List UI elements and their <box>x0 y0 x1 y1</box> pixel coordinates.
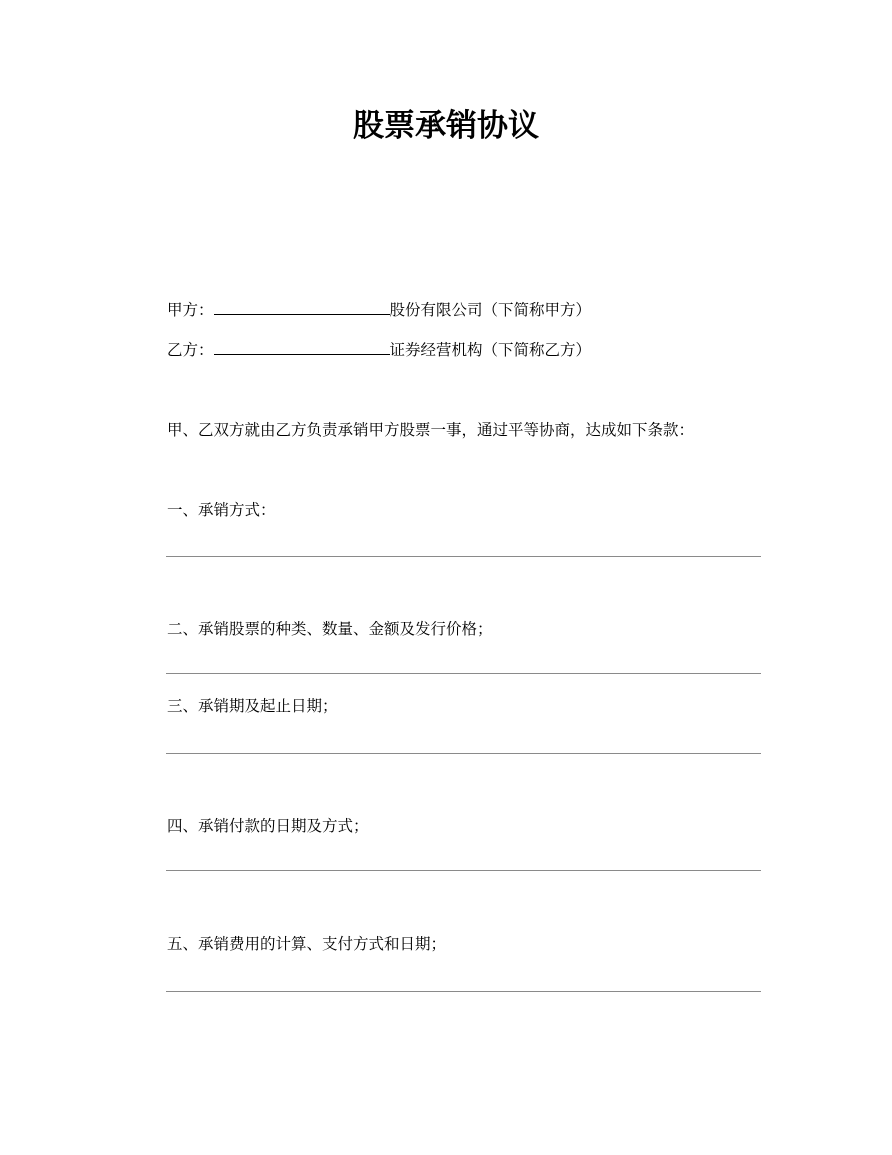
document-title: 股票承销协议 <box>353 108 539 144</box>
clause-4-heading: 四、承销付款的日期及方式； <box>167 817 369 835</box>
party-a-line <box>167 298 591 321</box>
clause-1-heading: 一、承销方式： <box>167 501 276 519</box>
party-a-suffix: 股份有限公司（下简称甲方） <box>389 301 592 319</box>
clause-5-fill-line <box>166 991 761 992</box>
clause-3-heading: 三、承销期及起止日期； <box>167 697 338 715</box>
clause-3-fill-line <box>166 753 761 754</box>
clause-2-fill-line <box>166 673 761 674</box>
clause-4-fill-line <box>166 870 761 871</box>
clause-1-fill-line <box>166 556 761 557</box>
party-a-name-blank <box>214 298 390 315</box>
intro-paragraph: 甲、乙双方就由乙方负责承销甲方股票一事，通过平等协商，达成如下条款： <box>167 421 695 439</box>
clause-5-heading: 五、承销费用的计算、支付方式和日期； <box>167 935 447 953</box>
clause-2-heading: 二、承销股票的种类、数量、金额及发行价格； <box>167 620 493 638</box>
party-b-name-blank <box>214 338 390 355</box>
party-b-line <box>167 338 591 361</box>
party-b-suffix: 证券经营机构（下简称乙方） <box>389 341 592 359</box>
party-b-label: 乙方： <box>167 341 214 359</box>
party-a-label: 甲方： <box>167 301 214 319</box>
